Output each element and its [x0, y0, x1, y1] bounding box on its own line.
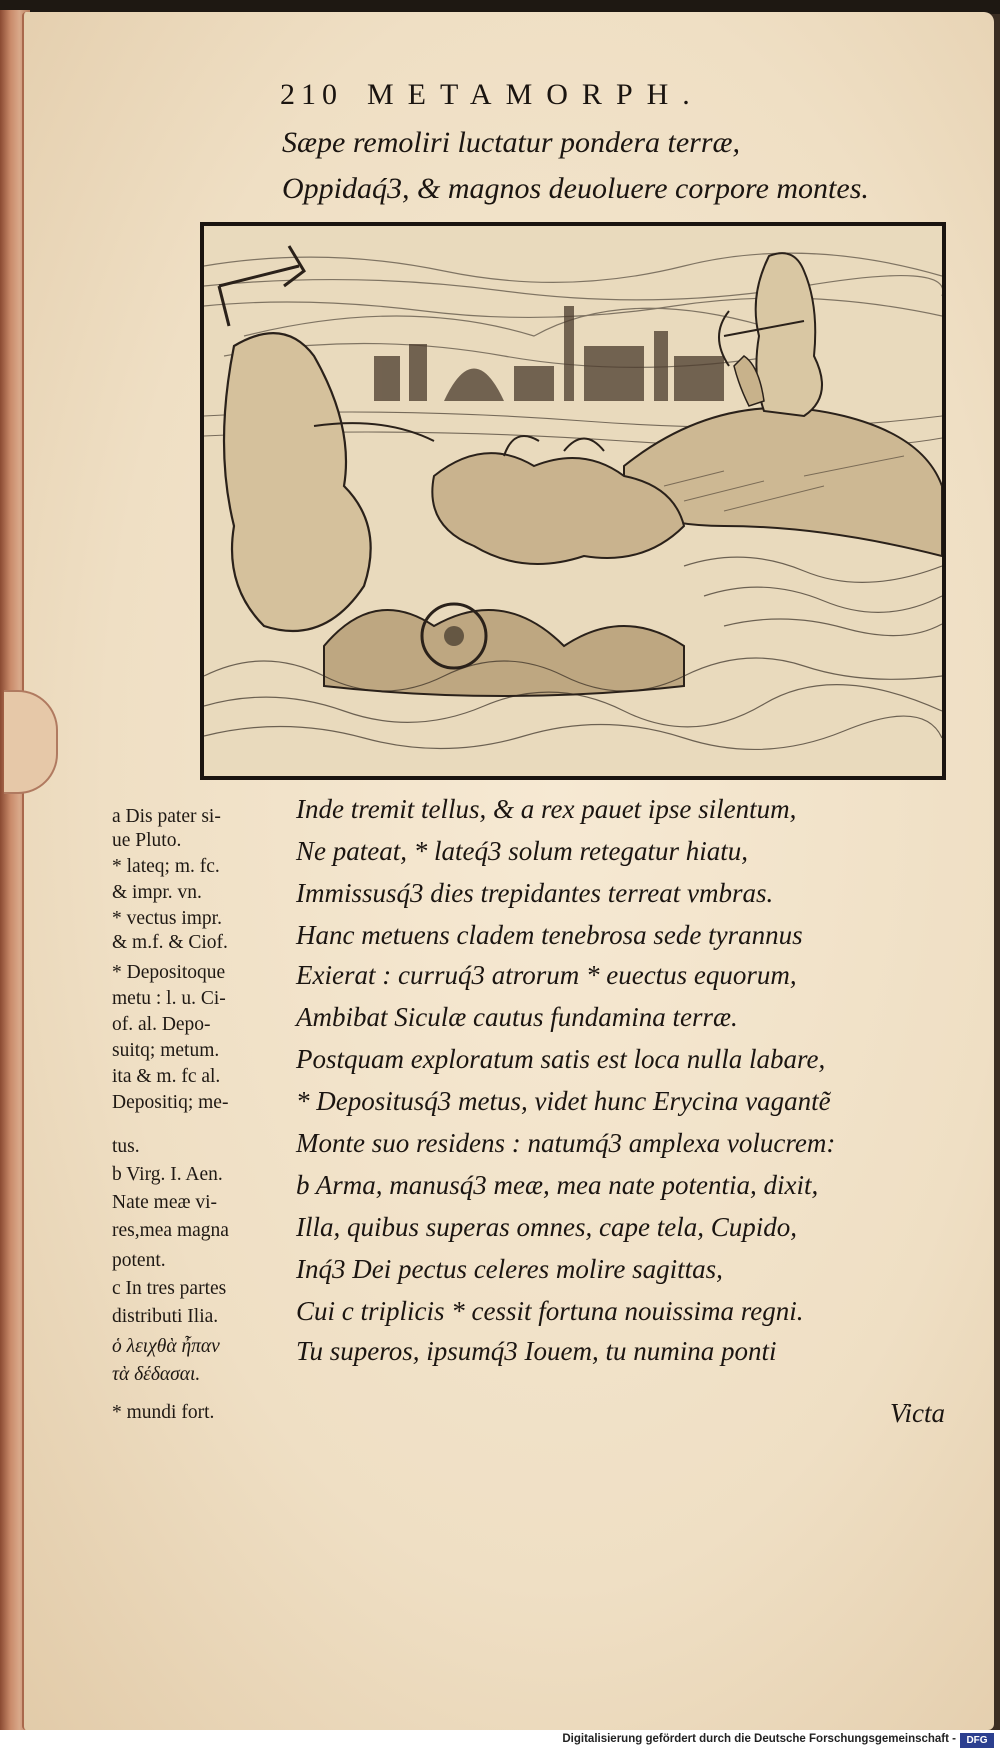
marginal-note: res,mea magna — [112, 1220, 229, 1241]
verse-line: Monte suo residens : natumq́3 amplexa volucrem: — [296, 1128, 836, 1158]
verse-line: Ne pateat, * lateq́3 solum retegatur hiatu, — [296, 836, 748, 866]
verse-line: Illa, quibus superas omnes, cape tela, Cupido, — [296, 1212, 797, 1242]
marginal-note: & impr. vn. — [112, 882, 202, 903]
woodcut-illustration — [200, 222, 946, 780]
verse-top-line: Oppidaq́3, & magnos deuoluere corpore montes. — [282, 172, 869, 205]
running-title: METAMORPH. — [367, 78, 704, 111]
marginal-note: * Depositoque — [112, 962, 226, 983]
marginal-note: a Dis pater si- — [112, 806, 221, 827]
woodcut-icon — [204, 226, 942, 776]
verse-line: Inde tremit tellus, & a rex pauet ipse silentum, — [296, 794, 797, 824]
verse-line: Hanc metuens cladem tenebrosa sede tyrannus — [296, 920, 803, 950]
marginal-note: τὰ δέδασαι. — [112, 1364, 201, 1385]
verse-line: * Depositusq́3 metus, videt hunc Erycina vagantẽ — [296, 1086, 831, 1116]
marginal-note: potent. — [112, 1250, 166, 1271]
marginal-note: ita & m. fc al. — [112, 1066, 221, 1087]
marginal-note: & m.f. & Ciof. — [112, 932, 228, 953]
verse-line: Ambibat Siculæ cautus fundamina terræ. — [296, 1002, 738, 1032]
page-number: 210 — [280, 78, 343, 111]
verse-top-line: Sæpe remoliri luctatur pondera terræ, — [282, 126, 741, 159]
verse-line: Immissusq́3 dies trepidantes terreat vmbras. — [296, 878, 774, 908]
marginal-note: metu : l. u. Ci- — [112, 988, 226, 1009]
verse-line: Postquam exploratum satis est loca nulla labare, — [296, 1044, 826, 1074]
marginal-note: Nate meæ vi- — [112, 1192, 218, 1213]
marginal-note: ὁ λειχθὰ ἦπαν — [112, 1336, 220, 1357]
footer-credit: Digitalisierung gefördert durch die Deutsche Forschungsgemeinschaft - — [562, 1733, 956, 1745]
marginal-note: suitq; metum. — [112, 1040, 220, 1061]
marginal-note: c In tres partes — [112, 1278, 227, 1299]
marginal-note: * vectus impr. — [112, 908, 222, 929]
verse-line: Exierat : curruq́3 atrorum * euectus equorum, — [296, 960, 797, 990]
verse-line: Cui c triplicis * cessit fortuna nouissima regni. — [296, 1296, 804, 1326]
dfg-logo-icon: DFG — [960, 1733, 994, 1748]
verse-line: b Arma, manusq́3 meæ, mea nate potentia, dixit, — [296, 1170, 819, 1200]
footer-bar — [0, 1730, 1000, 1752]
marginal-note: Depositiq; me- — [112, 1092, 229, 1113]
marginal-note: b Virg. I. Aen. — [112, 1164, 223, 1185]
marginal-note: ue Pluto. — [112, 830, 182, 851]
catchword: Victa — [890, 1398, 945, 1428]
marginal-note: * mundi fort. — [112, 1402, 215, 1423]
running-header — [280, 78, 800, 112]
verse-line: Inq́3 Dei pectus celeres molire sagittas, — [296, 1254, 723, 1284]
marginal-note: * lateq; m. fc. — [112, 856, 220, 877]
marginal-note: of. al. Depo- — [112, 1014, 211, 1035]
verse-line: Tu superos, ipsumq́3 Iouem, tu numina ponti — [296, 1336, 777, 1366]
marginal-note: distributi Ilia. — [112, 1306, 219, 1327]
marginal-note: tus. — [112, 1136, 140, 1157]
